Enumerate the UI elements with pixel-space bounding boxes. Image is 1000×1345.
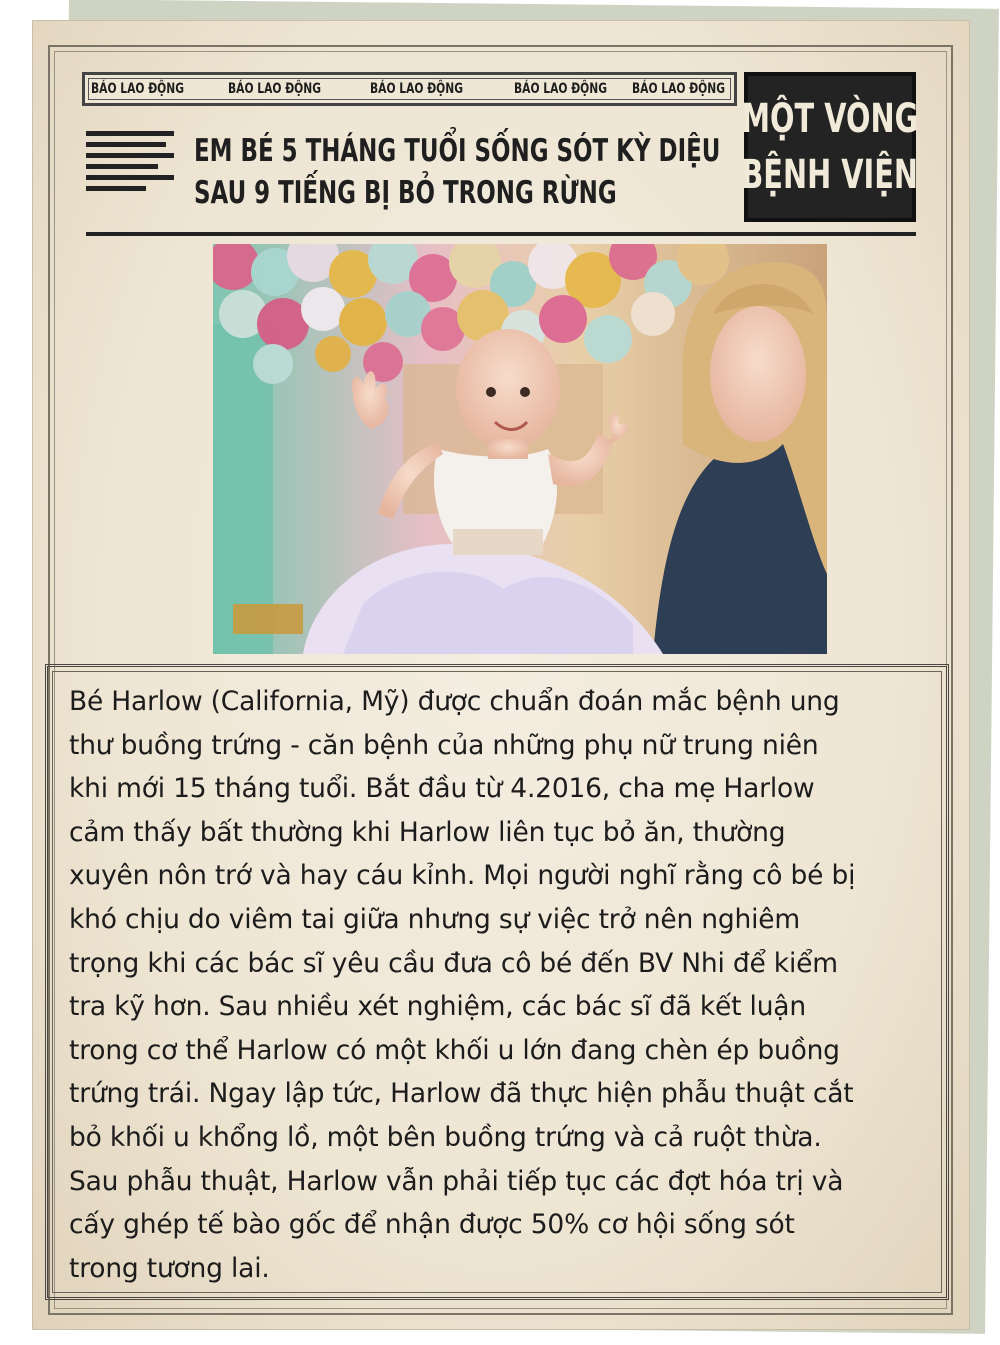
masthead-label: BÁO LAO ĐỘNG: [632, 81, 726, 97]
article-body: Bé Harlow (California, Mỹ) được chuẩn đoán mắc bệnh ung thư buồng trứng - căn bệnh của những phụ nữ trung niên khi mới 15 tháng tuổi. Bắt đầu từ 4.2016, cha mẹ Harlow cảm thấy bất thường khi Harlow liên tục bỏ ăn, thường xuyên nôn trớ và hay cáu kỉnh. Mọi người nghĩ rằng cô bé bị khó chịu do viêm tai giữa nhưng sự việc trở nên nghiêm trọng khi các bác sĩ yêu cầu đưa cô bé đến BV Nhi để kiểm tra kỹ hơn. Sau nhiều xét nghiệm, các bác sĩ đã kết luận trong cơ thể Harlow có một khối u lớn đang chèn ép buồng trứng trái. Ngay lập tức, Harlow đã thực hiện phẫu thuật cắt bỏ khối u khổng lồ, một bên buồng trứng và cả ruột thừa. Sau phẫu thuật, Harlow vẫn phải tiếp tục các đợt hóa trị và cấy ghép tế bào gốc để nhận được 50% cơ hội sống sót trong tương lai.: [69, 686, 856, 1284]
badge-line-2: BỆNH VIỆN: [741, 152, 919, 198]
headline: [194, 130, 721, 214]
masthead-bar: [82, 72, 737, 106]
headline-bars-icon: [86, 131, 176, 197]
masthead-label: BÁO LAO ĐỘNG: [91, 81, 185, 97]
article-photo: [213, 244, 827, 654]
masthead-label: BÁO LAO ĐỘNG: [370, 81, 464, 97]
badge-line-1: MỘT VÒNG: [741, 96, 919, 142]
masthead-label: BÁO LAO ĐỘNG: [228, 81, 322, 97]
headline-line-1: EM BÉ 5 THÁNG TUỔI SỐNG SÓT KỲ DIỆU: [194, 133, 721, 169]
headline-line-2: SAU 9 TIẾNG BỊ BỎ TRONG RỪNG: [194, 175, 617, 211]
masthead-label: BÁO LAO ĐỘNG: [514, 81, 608, 97]
section-badge: [741, 72, 919, 222]
header-rule: [86, 232, 916, 236]
